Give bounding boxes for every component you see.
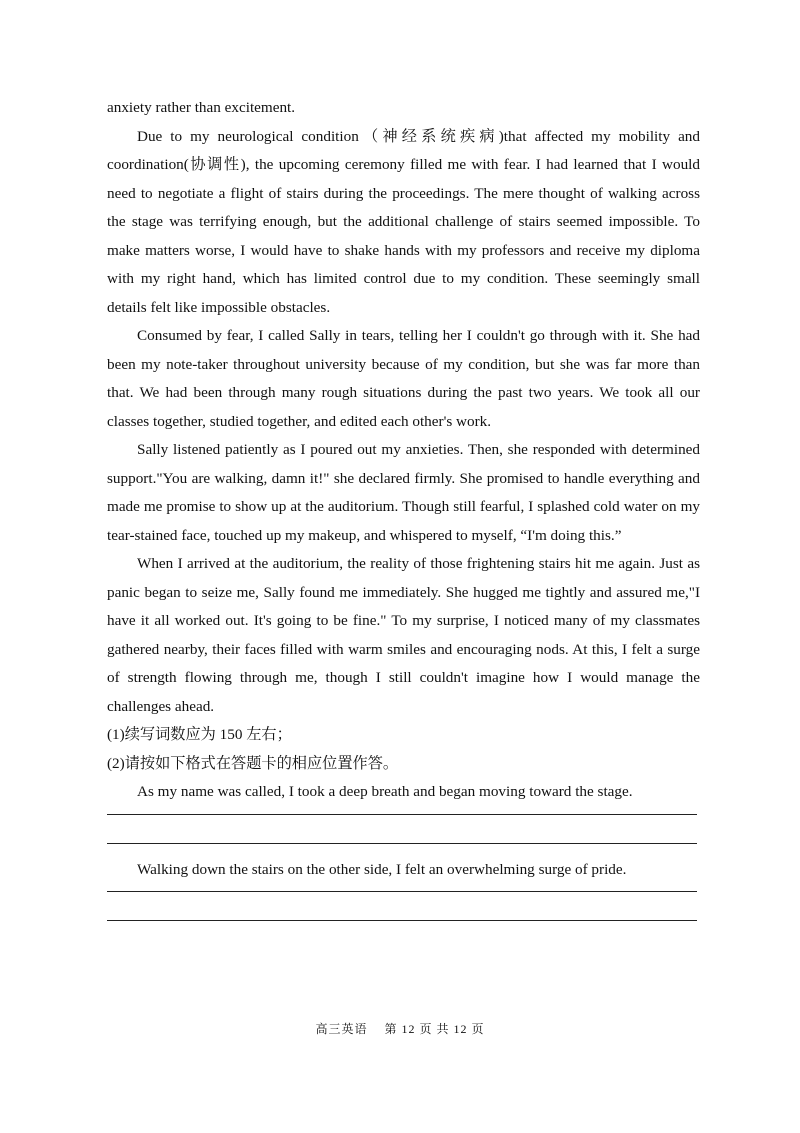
- writing-line[interactable]: [107, 920, 697, 921]
- page-footer: 高三英语 第 12 页 共 12 页: [315, 1022, 485, 1036]
- paragraph-condition: Due to my neurological condition（神经系统疾病)that affected my mobility and coordination(协调性), the upcoming ceremony filled me with fear. I had learned that I would need to negotiate a flight of stairs during the proceedings. The mere thought of walking across the stage was terrifying enough, but the additional challenge of stairs seemed impossible. To make matters worse, I would have to shake hands with my professors and receive my diploma with my right hand, which has limited control due to my condition. These seemingly small details felt like impossible obstacles.: [107, 127, 700, 316]
- prompt-first: As my name was called, I took a deep breath and began moving toward the stage.: [137, 783, 633, 800]
- requirement-format: (2)请按如下格式在答题卡的相应位置作答。: [107, 754, 399, 772]
- paragraph-auditorium: When I arrived at the auditorium, the reality of those frightening stairs hit me again. Just as panic began to seize me, Sally found me immediately. She hugged me tightly and assured me,"I have it all worked out. It's going to be fine." To my surprise, I noticed many of my classmates gathered nearby, their faces filled with warm smiles and encouraging nods. At this, I felt a surge of strength flowing through me, though I still couldn't imagine how I would manage the challenges ahead.: [107, 555, 700, 715]
- prompt-second: Walking down the stairs on the other side, I felt an overwhelming surge of pride.: [137, 860, 627, 878]
- writing-line[interactable]: [107, 891, 697, 892]
- paragraph-continuation: anxiety rather than excitement.: [107, 99, 296, 116]
- document-page: [107, 94, 700, 921]
- paragraph-sally-support: Sally listened patiently as I poured out my anxieties. Then, she responded with determined support."You are walking, damn it!" she declared firmly. She promised to handle everything and made me promise to show up at the auditorium. Though still fearful, I splashed cold water on my tear-stained face, touched up my makeup, and whispered to myself, “I'm doing this.”: [107, 441, 700, 544]
- paragraph-sally-call: Consumed by fear, I called Sally in tears, telling her I couldn't go through with it. She had been my note-taker throughout university because of my condition, but she was far more than that. We had been through many rough situations during the past two years. We took all our classes together, studied together, and edited each other's work.: [107, 327, 700, 430]
- writing-line[interactable]: [107, 843, 697, 844]
- writing-line[interactable]: [107, 814, 697, 815]
- requirement-word-count: (1)续写词数应为 150 左右；: [107, 726, 292, 743]
